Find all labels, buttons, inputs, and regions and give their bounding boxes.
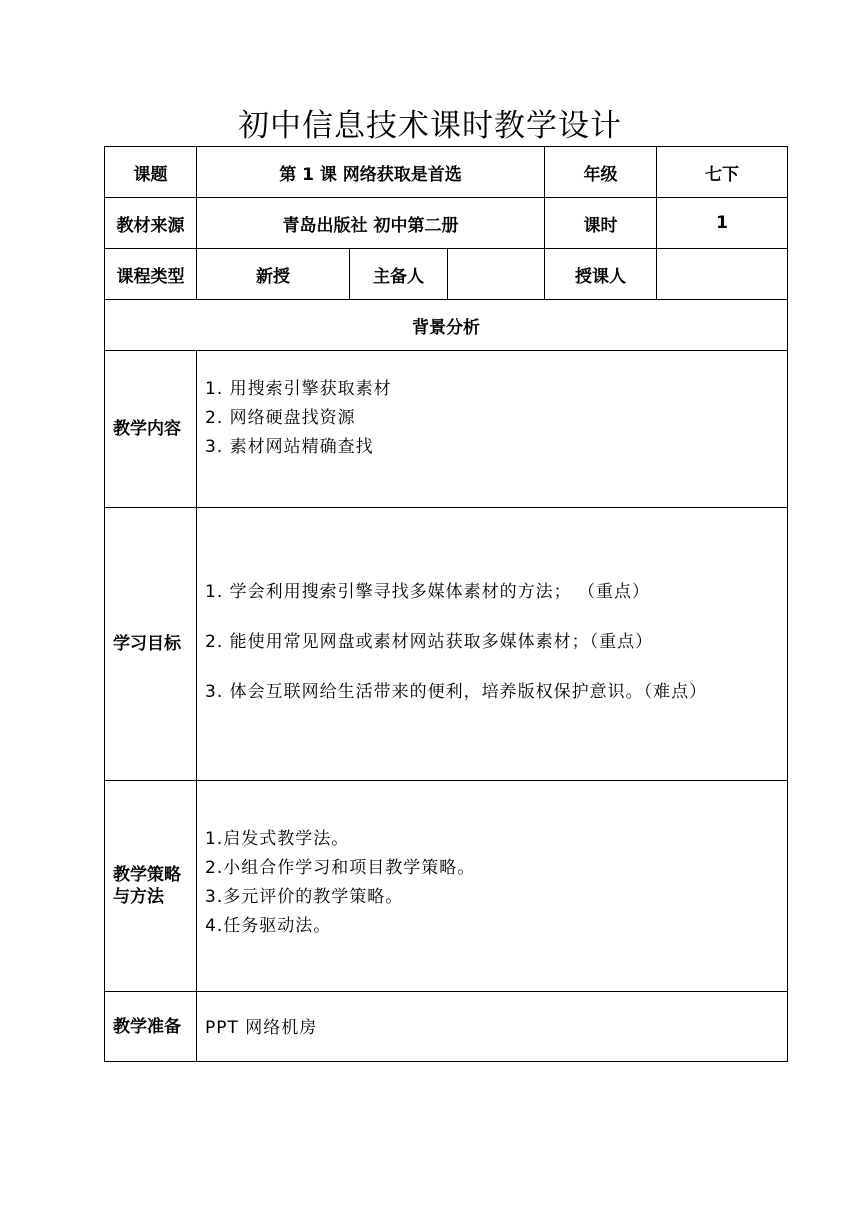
content-label: 教学内容 — [105, 351, 197, 508]
row-preparation — [105, 992, 788, 1062]
strategy-item: 2.小组合作学习和项目教学策略。 — [205, 858, 476, 878]
strategy-item: 3.多元评价的教学策略。 — [205, 887, 404, 907]
goal-item: 3. 体会互联网给生活带来的便利，培养版权保护意识。（难点） — [205, 682, 708, 702]
strategy-item: 4.任务驱动法。 — [205, 916, 332, 936]
goal-item: 1. 学会利用搜索引擎寻找多媒体素材的方法； （重点） — [205, 582, 651, 602]
row-source — [105, 198, 788, 249]
source-value: 青岛出版社 初中第二册 — [197, 198, 545, 249]
row-topic — [105, 147, 788, 198]
goals-list — [197, 508, 788, 781]
content-item: 1. 用搜索引擎获取素材 — [205, 378, 392, 399]
preparer-value — [448, 249, 545, 300]
goals-label: 学习目标 — [105, 508, 197, 781]
strategy-item: 1.启发式教学法。 — [205, 829, 350, 849]
content-item: 3. 素材网站精确查找 — [205, 436, 374, 457]
row-goals — [105, 508, 788, 781]
type-value: 新授 — [197, 249, 350, 300]
page-title: 初中信息技术课时教学设计 — [238, 108, 622, 144]
source-label: 教材来源 — [105, 198, 197, 249]
row-background-heading — [105, 300, 788, 351]
preparation-value: PPT 网络机房 — [197, 992, 788, 1062]
row-content — [105, 351, 788, 508]
preparation-label: 教学准备 — [105, 992, 197, 1062]
grade-value: 七下 — [657, 147, 788, 198]
topic-label: 课题 — [105, 147, 197, 198]
strategy-label — [105, 781, 197, 992]
row-type — [105, 249, 788, 300]
hours-value: 1 — [657, 198, 788, 249]
teacher-value — [657, 249, 788, 300]
grade-label: 年级 — [545, 147, 657, 198]
teacher-label: 授课人 — [545, 249, 657, 300]
strategy-list — [197, 781, 788, 992]
preparer-label: 主备人 — [350, 249, 448, 300]
strategy-label-line1: 教学策略 — [113, 865, 181, 885]
goal-item: 2. 能使用常见网盘或素材网站获取多媒体素材；（重点） — [205, 632, 654, 652]
strategy-label-line2: 与方法 — [113, 887, 164, 907]
background-heading: 背景分析 — [105, 300, 788, 351]
lesson-plan-table — [104, 146, 788, 1062]
topic-value: 第 1 课 网络获取是首选 — [197, 147, 545, 198]
content-item: 2. 网络硬盘找资源 — [205, 407, 356, 428]
row-strategy — [105, 781, 788, 992]
content-list — [197, 351, 788, 508]
type-label: 课程类型 — [105, 249, 197, 300]
hours-label: 课时 — [545, 198, 657, 249]
